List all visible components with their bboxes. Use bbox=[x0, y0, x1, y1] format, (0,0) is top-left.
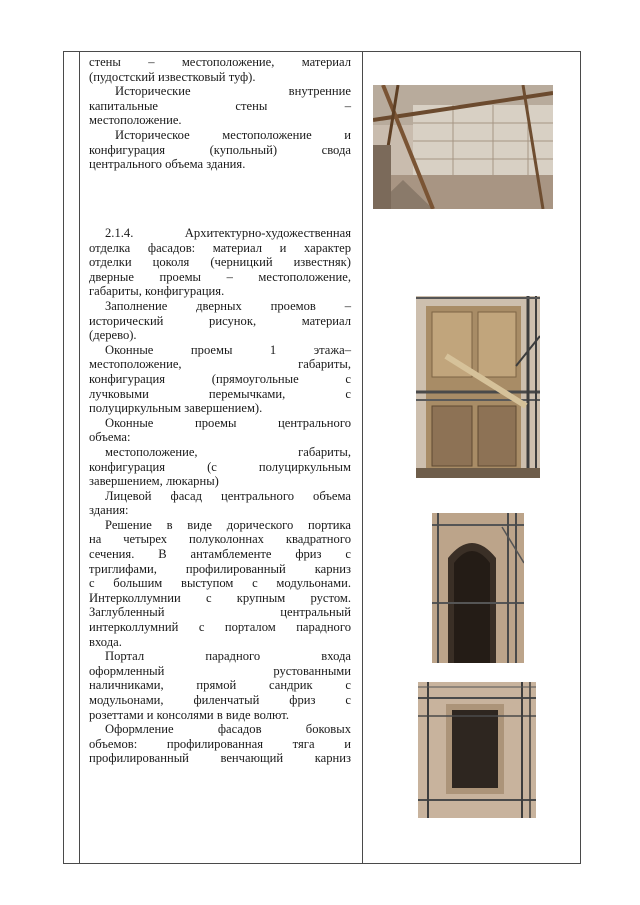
text-line: Интерколлумнии с крупным рустом. bbox=[89, 590, 351, 605]
text-line: (дерево). bbox=[89, 328, 137, 343]
table-top-border bbox=[63, 51, 581, 52]
text-line: местоположение, габариты, bbox=[105, 444, 351, 459]
text-line: Оконные проемы центрального bbox=[105, 415, 351, 430]
text-line: с большим выступом с модульонами. bbox=[89, 576, 351, 591]
text-line: на четырех полуколоннах квадратного bbox=[89, 532, 351, 547]
text-line: отделки цоколя (черницкий известняк) bbox=[89, 255, 351, 270]
text-line: оформленный рустованными bbox=[89, 663, 351, 678]
section-heading-2-1-4: 2.1.4. Архитектурно-художественная bbox=[105, 226, 351, 240]
text-line: центрального объема здания. bbox=[89, 157, 246, 172]
text-line: габариты, конфигурация. bbox=[89, 284, 225, 299]
text-line: объемов: профилированная тяга и bbox=[89, 736, 351, 751]
text-line: Исторические внутренние bbox=[115, 84, 351, 99]
text-line: (пудостский известковый туф). bbox=[89, 69, 256, 84]
text-line: входа. bbox=[89, 634, 122, 649]
text-line: Решение в виде дорического портика bbox=[105, 517, 351, 532]
table-column-divider bbox=[362, 51, 363, 864]
text-block-facades bbox=[89, 226, 351, 766]
table-left-border-outer bbox=[63, 51, 64, 864]
text-line: местоположение. bbox=[89, 113, 182, 128]
photo-arched-window bbox=[432, 513, 524, 663]
photo-rectangular-window bbox=[418, 682, 536, 818]
text-line: здания: bbox=[89, 503, 129, 518]
text-line: интерколлумний с порталом парадного bbox=[89, 620, 351, 635]
text-line: наличниками, прямой сандрик с bbox=[89, 678, 351, 693]
text-line: лучковыми перемычками, с bbox=[89, 386, 351, 401]
text-line: розеттами и консолями в виде волют. bbox=[89, 707, 289, 722]
table-left-border-inner bbox=[79, 51, 80, 864]
photo-interior-vault bbox=[373, 85, 553, 209]
text-line: завершением, люкарны) bbox=[89, 474, 219, 489]
text-line: Заполнение дверных проемов – bbox=[105, 298, 351, 313]
text-line: исторический рисунок, материал bbox=[89, 313, 351, 328]
text-line: Историческое местоположение и bbox=[115, 127, 351, 142]
text-line: профилированный венчающий карниз bbox=[89, 751, 351, 766]
text-line: Оформление фасадов боковых bbox=[105, 722, 351, 737]
text-line: местоположение, габариты, bbox=[89, 357, 351, 372]
photo-door-scaffolding bbox=[416, 296, 540, 478]
text-line: объема: bbox=[89, 430, 131, 445]
text-line: конфигурация (купольный) свода bbox=[89, 142, 351, 157]
table-right-border bbox=[580, 51, 581, 864]
text-line: сечения. В антамблементе фриз с bbox=[89, 547, 351, 562]
text-line: конфигурация (прямоугольные с bbox=[89, 371, 351, 386]
text-line: Оконные проемы 1 этажа– bbox=[105, 342, 351, 357]
text-line: Лицевой фасад центрального объема bbox=[105, 488, 351, 503]
text-line: отделка фасадов: материал и характер bbox=[89, 240, 351, 255]
text-line: конфигурация (с полуциркульным bbox=[89, 459, 351, 474]
text-line: дверные проемы – местоположение, bbox=[89, 269, 351, 284]
text-line: капитальные стены – bbox=[89, 98, 351, 113]
text-line: триглифами, профилированный карниз bbox=[89, 561, 351, 576]
text-line: стены – местоположение, материал bbox=[89, 55, 351, 69]
table-bottom-border bbox=[63, 863, 581, 864]
text-line: модульонами, филенчатый фриз с bbox=[89, 693, 351, 707]
text-block-walls bbox=[89, 55, 351, 172]
text-line: Заглубленный центральный bbox=[89, 605, 351, 620]
text-line: Портал парадного входа bbox=[105, 649, 351, 664]
text-line: полуциркульным завершением). bbox=[89, 401, 263, 416]
